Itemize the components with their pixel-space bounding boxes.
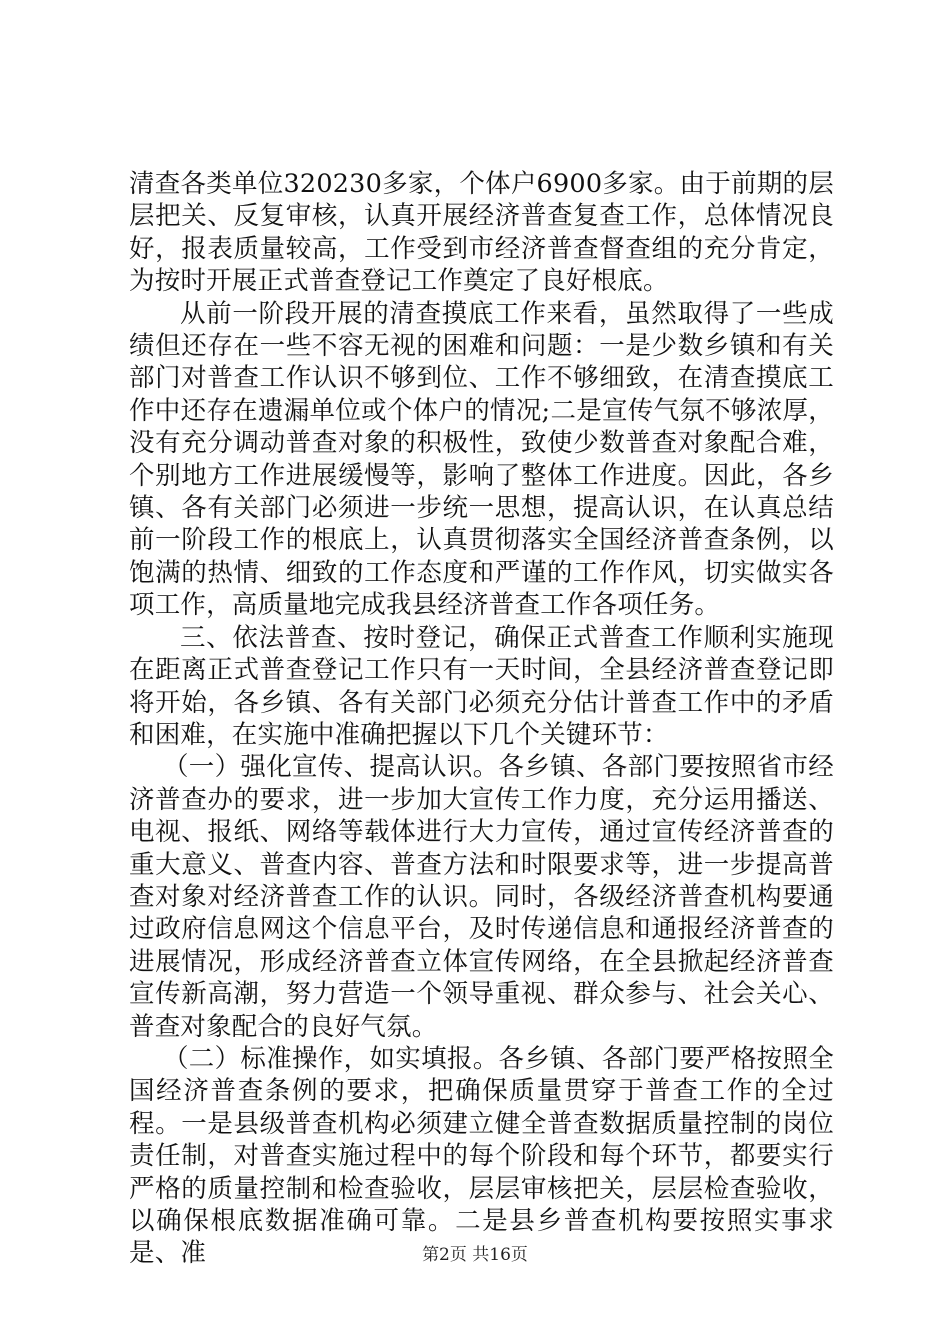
paragraph-problems: 从前一阶段开展的清查摸底工作来看，虽然取得了一些成绩但还存在一些不容无视的困难和问题：一是少数乡镇和有关部门对普查工作认识不够到位、工作不够细致，在清查摸底工作中还存在遗漏单位或个体户的情况;二是宣传气氛不够浓厚，没有充分调动普查对象的积极性，致使少数普查对象配合难，个别地方工作进展缓慢等，影响了整体工作进度。因此，各乡镇、各有关部门必须进一步统一思想，提高认识，在认真总结前一阶段工作的根底上，认真贯彻落实全国经济普查条例，以饱满的热情、细致的工作态度和严谨的工作作风，切实做实各项工作，高质量地完成我县经济普查工作各项任务。 bbox=[129, 298, 834, 621]
page-number-footer: 第2页 共16页 bbox=[422, 1245, 528, 1265]
paragraph-item-one: （一）强化宣传、提高认识。各乡镇、各部门要按照省市经济普查办的要求，进一步加大宣传工作力度，充分运用播送、电视、报纸、网络等载体进行大力宣传，通过宣传经济普查的重大意义、普查内容、普查方法和时限要求等，进一步提高普查对象对经济普查工作的认识。同时，各级经济普查机构要通过政府信息网这个信息平台，及时传递信息和通报经济普查的进展情况，形成经济普查立体宣传网络，在全县掀起经济普查宣传新高潮，努力营造一个领导重视、群众参与、社会关心、普查对象配合的良好气氛。 bbox=[129, 752, 834, 1042]
document-body bbox=[129, 168, 834, 1270]
paragraph-item-two: （二）标准操作，如实填报。各乡镇、各部门要严格按照全国经济普查条例的要求，把确保质量贯穿于普查工作的全过程。一是县级普查机构必须建立健全普查数据质量控制的岗位责任制，对普查实施过程中的每个阶段和每个环节，都要实行严格的质量控制和检查验收，层层审核把关，层层检查验收，以确保根底数据准确可靠。二是县乡普查机构要按照实事求是、准 bbox=[129, 1043, 834, 1269]
paragraph-continuation: 清查各类单位320230多家，个体户6900多家。由于前期的层层把关、反复审核，认真开展经济普查复查工作，总体情况良好，报表质量较高，工作受到市经济普查督查组的充分肯定，为按时开展正式普查登记工作奠定了良好根底。 bbox=[129, 169, 834, 297]
paragraph-section-three: 三、依法普查、按时登记，确保正式普查工作顺利实施现在距离正式普查登记工作只有一天时间，全县经济普查登记即将开始，各乡镇、各有关部门必须充分估计普查工作中的矛盾和困难，在实施中准确把握以下几个关键环节： bbox=[129, 622, 834, 750]
